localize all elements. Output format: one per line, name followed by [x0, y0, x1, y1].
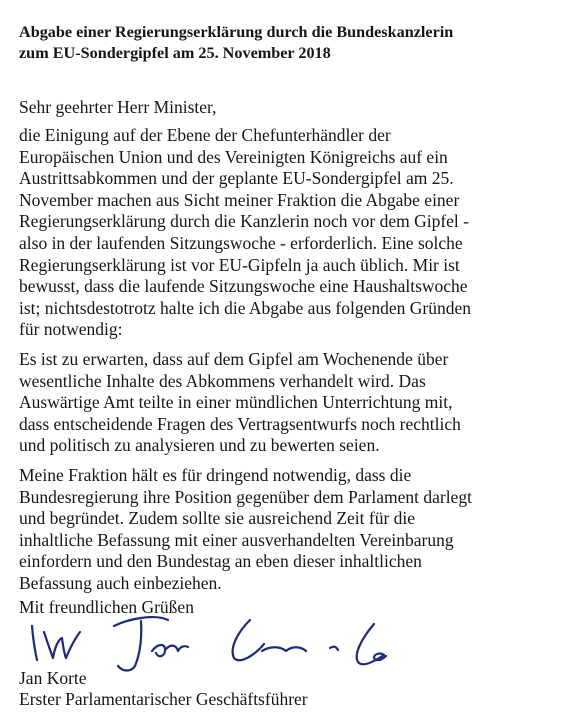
paragraph-demand [19, 465, 555, 595]
text-line: also in der laufenden Sitzungswoche - erforderlich. Eine solche [19, 232, 463, 253]
text-line: Regierungserklärung durch die Kanzlerin noch vor dem Gipfel - [19, 211, 469, 232]
closing: Mit freundlichen Grüßen [19, 597, 194, 617]
letter-heading [19, 22, 549, 64]
text-line: Austrittsabkommen und der geplante EU-Sondergipfel am 25. [19, 168, 454, 189]
text-line: inhaltliche Befassung mit einer ausverhandelten Vereinbarung [19, 529, 454, 550]
paragraph-summit [19, 349, 555, 457]
text-line: Regierungserklärung ist vor EU-Gipfeln ja auch üblich. Mir ist [19, 254, 460, 275]
text-line: Auswärtige Amt teilte in einer mündlichen Unterrichtung mit, [19, 392, 453, 413]
text-line: Es ist zu erwarten, dass auf dem Gipfel am Wochenende über [19, 349, 449, 369]
heading-line: zum EU-Sondergipfel am 25. November 2018 [19, 44, 331, 62]
text-line: Meine Fraktion hält es für dringend notwendig, dass die [19, 465, 412, 485]
text-line: einfordern und den Bundestag an eben dieser inhaltlichen [19, 551, 422, 572]
text-line: Bundesregierung ihre Position gegenüber dem Parlament darlegt [19, 486, 472, 507]
text-line: die Einigung auf der Ebene der Chefunterhändler der [19, 125, 391, 145]
text-line: für notwendig: [19, 319, 123, 340]
paragraph-intro [19, 125, 555, 341]
text-line: ist; nichtsdestotrotz halte ich die Abgabe aus folgenden Gründen [19, 297, 471, 318]
signer-name: Jan Korte [19, 668, 87, 688]
text-line: November machen aus Sicht meiner Fraktion die Abgabe einer [19, 189, 460, 210]
text-line: dass entscheidende Fragen des Vertragsentwurfs noch rechtlich [19, 413, 461, 434]
text-line: Europäischen Union und des Vereinigten Königreichs auf ein [19, 146, 448, 167]
text-line: und politisch zu analysieren und zu bewerten seien. [19, 435, 380, 456]
signer-title: Erster Parlamentarischer Geschäftsführer [19, 689, 308, 709]
text-line: und begründet. Zudem sollte sie ausreichend Zeit für die [19, 508, 416, 529]
text-line: wesentliche Inhalte des Abkommens verhandelt wird. Das [19, 370, 426, 391]
text-line: Befassung auch einbeziehen. [19, 572, 222, 593]
heading-line: Abgabe einer Regierungserklärung durch die Bundeskanzlerin [19, 23, 454, 41]
text-line: bewusst, dass die laufende Sitzungswoche eine Haushaltswoche [19, 276, 468, 297]
salutation: Sehr geehrter Herr Minister, [19, 97, 217, 117]
